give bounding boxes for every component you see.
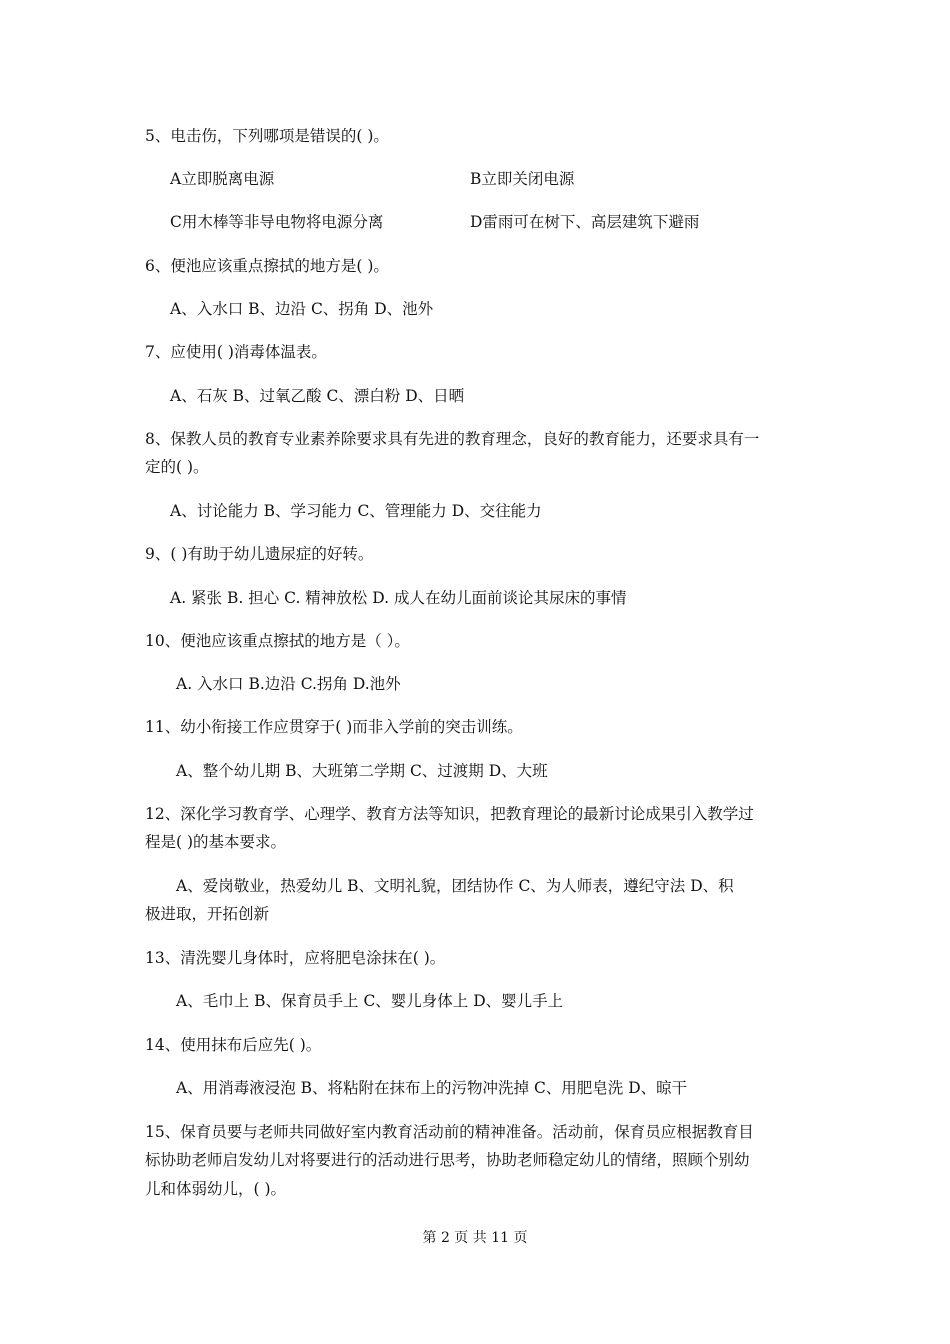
- question-12-line-1: 12、深化学习教育学、心理学、教育方法等知识，把教育理论的最新讨论成果引入教学过: [145, 805, 754, 823]
- option-a: A立即脱离电源: [170, 170, 275, 188]
- option-c: C用木棒等非导电物将电源分离: [170, 213, 384, 231]
- question-14-options: A、用消毒液浸泡 B、将粘附在抹布上的污物冲洗掉 C、用肥皂洗 D、晾干: [176, 1079, 688, 1097]
- question-8-line-2: 定的( )。: [145, 458, 209, 476]
- question-8-options: A、讨论能力 B、学习能力 C、管理能力 D、交往能力: [170, 502, 542, 520]
- question-6: 6、便池应该重点擦拭的地方是( )。: [145, 257, 389, 275]
- question-13-options: A、毛巾上 B、保育员手上 C、婴儿身体上 D、婴儿手上: [176, 992, 564, 1010]
- question-9: 9、( )有助于幼儿遗尿症的好转。: [145, 545, 374, 563]
- option-b: B立即关闭电源: [470, 170, 575, 188]
- question-6-options: A、入水口 B、边沿 C、拐角 D、池外: [170, 300, 434, 318]
- page-footer: 第 2 页 共 11 页: [422, 1230, 528, 1246]
- question-11-options: A、整个幼儿期 B、大班第二学期 C、过渡期 D、大班: [176, 762, 548, 780]
- question-10: 10、便池应该重点擦拭的地方是（ ）。: [145, 632, 410, 650]
- question-15-line-2: 标协助老师启发幼儿对将要进行的活动进行思考，协助老师稳定幼儿的情绪，照顾个别幼: [145, 1151, 750, 1169]
- question-12-options-line-2: 极进取，开拓创新: [145, 905, 270, 923]
- question-8-line-1: 8、保教人员的教育专业素养除要求具有先进的教育理念，良好的教育能力，还要求具有一: [145, 430, 760, 448]
- question-10-options: A. 入水口 B.边沿 C.拐角 D.池外: [176, 675, 401, 693]
- question-7-options: A、石灰 B、过氧乙酸 C、漂白粉 D、日晒: [170, 387, 465, 405]
- question-13: 13、清洗婴儿身体时，应将肥皂涂抹在( )。: [145, 949, 446, 967]
- question-5: 5、电击伤，下列哪项是错误的( )。: [145, 127, 389, 145]
- question-15-line-3: 儿和体弱幼儿，( )。: [145, 1180, 287, 1198]
- question-7: 7、应使用( )消毒体温表。: [145, 343, 327, 361]
- option-d: D雷雨可在树下、高层建筑下避雨: [470, 213, 700, 231]
- question-14: 14、使用抹布后应先( )。: [145, 1036, 322, 1054]
- question-12-line-2: 程是( )的基本要求。: [145, 833, 287, 851]
- question-12-options-line-1: A、爱岗敬业，热爱幼儿 B、文明礼貌，团结协作 C、为人师表，遵纪守法 D、积: [176, 877, 734, 895]
- question-9-options: A. 紧张 B. 担心 C. 精神放松 D. 成人在幼儿面前谈论其尿床的事情: [170, 589, 627, 607]
- question-15-line-1: 15、保育员要与老师共同做好室内教育活动前的精神准备。活动前，保育员应根据教育目: [145, 1123, 754, 1141]
- question-11: 11、幼小衔接工作应贯穿于( )而非入学前的突击训练。: [145, 718, 523, 736]
